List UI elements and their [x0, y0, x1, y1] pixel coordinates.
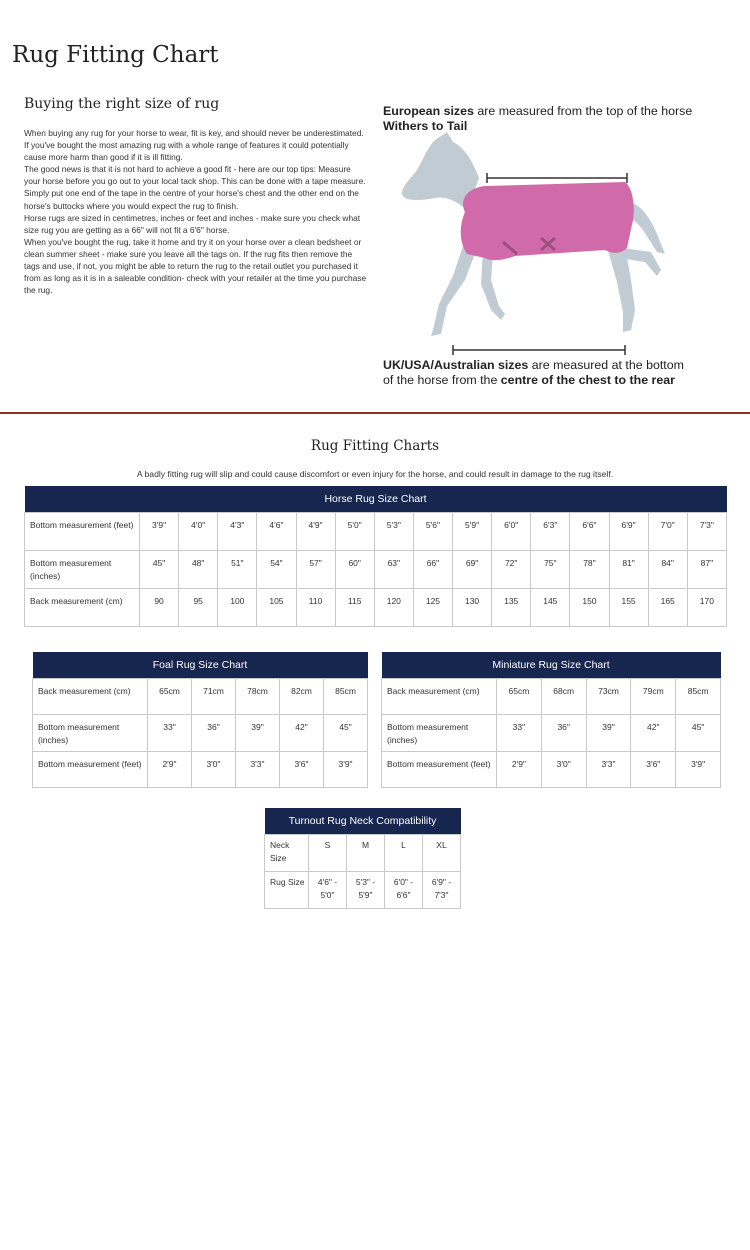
table-title: Foal Rug Size Chart	[33, 652, 368, 679]
table-cell: 42"	[631, 715, 676, 752]
table-cell: 51"	[218, 551, 257, 589]
table-cell: 71cm	[192, 679, 236, 715]
uk-rest: are measured at the bottom	[528, 358, 684, 372]
table-cell: 105	[257, 589, 296, 627]
horse-rug-size-table	[24, 486, 727, 627]
table-row	[25, 513, 727, 551]
row-label: Bottom measurement (inches)	[33, 715, 148, 752]
table-cell: M	[347, 835, 385, 872]
table-cell: 78"	[570, 551, 609, 589]
table-cell: 150	[570, 589, 609, 627]
intro-paragraph: When you've bought the rug, take it home and try it on your horse over a clean bedsheet or clean summer sheet - make sure you leave all the tags on. If the rug fits then remove the tags and use, if not, you might be able to return the rug to the retail outlet you purchased it from as long as it is in a saleable condition- check with your retailer at the time you purchase the rug.	[24, 236, 367, 296]
table-cell: 3'6"	[280, 752, 324, 788]
table-title: Horse Rug Size Chart	[25, 486, 727, 513]
eu-rest: are measured from the top of the horse	[473, 104, 693, 118]
table-cell: 100	[218, 589, 257, 627]
intro-paragraph: Horse rugs are sized in centimetres, inches or feet and inches - make sure you check what size rug you are getting as a 66" will not fit a 6'6" horse.	[24, 212, 361, 235]
table-cell: 87"	[687, 551, 726, 589]
table-cell: 33"	[148, 715, 192, 752]
table-cell: 48"	[179, 551, 218, 589]
table-cell: L	[385, 835, 423, 872]
table-cell: 78cm	[236, 679, 280, 715]
table-cell: 3'9"	[324, 752, 368, 788]
table-cell: 4'0"	[179, 513, 218, 551]
table-cell: 65cm	[148, 679, 192, 715]
table-cell: 135	[492, 589, 531, 627]
table-row	[33, 679, 368, 715]
table-cell: XL	[423, 835, 461, 872]
table-cell: 6'0"	[492, 513, 531, 551]
table-cell: 3'6"	[631, 752, 676, 788]
table-cell: 3'3"	[586, 752, 631, 788]
table-cell: 36"	[541, 715, 586, 752]
table-cell: 5'3"	[374, 513, 413, 551]
table-cell: 90	[140, 589, 179, 627]
table-cell: S	[309, 835, 347, 872]
table-cell: 45"	[324, 715, 368, 752]
table-row	[265, 835, 461, 872]
table-cell: 82cm	[280, 679, 324, 715]
foal-rug-size-table	[32, 652, 368, 788]
table-cell: 5'9"	[453, 513, 492, 551]
table-cell: 5'0"	[335, 513, 374, 551]
row-label: Rug Size	[265, 872, 309, 909]
table-cell: 6'9" - 7'3"	[423, 872, 461, 909]
eu-line2: Withers to Tail	[383, 119, 468, 133]
intro-paragraph: The good news is that it is not hard to achieve a good fit - here are our top tips: Measure your horse before you go out to your local tack shop. This can be done with a tape measure. Simply put one end of the tape in the centre of your horse's chest and the other end on the horse's buttocks where you would expect the rug to finish.	[24, 164, 366, 211]
uk-line2-bold: centre of the chest to the rear	[500, 373, 675, 387]
table-row	[382, 715, 721, 752]
table-cell: 57"	[296, 551, 335, 589]
table-cell: 5'3" - 5'9"	[347, 872, 385, 909]
eu-bold: European sizes	[383, 104, 474, 118]
table-cell: 155	[609, 589, 648, 627]
charts-title: Rug Fitting Charts	[310, 438, 440, 454]
intro-heading: Buying the right size of rug	[24, 96, 220, 112]
table-cell: 68cm	[541, 679, 586, 715]
table-cell: 85cm	[324, 679, 368, 715]
table-cell: 110	[296, 589, 335, 627]
table-cell: 63"	[374, 551, 413, 589]
uk-line2-pre: of the horse from the	[383, 373, 501, 387]
table-row	[33, 715, 368, 752]
table-cell: 69"	[453, 551, 492, 589]
row-label: Bottom measurement (feet)	[25, 513, 140, 551]
table-cell: 73cm	[586, 679, 631, 715]
table-cell: 170	[687, 589, 726, 627]
table-title: Miniature Rug Size Chart	[382, 652, 721, 679]
table-cell: 95	[179, 589, 218, 627]
table-cell: 54"	[257, 551, 296, 589]
row-label: Bottom measurement (feet)	[382, 752, 497, 788]
table-cell: 115	[335, 589, 374, 627]
table-cell: 84"	[648, 551, 687, 589]
table-cell: 4'9"	[296, 513, 335, 551]
table-cell: 7'3"	[687, 513, 726, 551]
table-cell: 66"	[413, 551, 452, 589]
table-row	[25, 551, 727, 589]
rug-shape	[461, 182, 634, 260]
neck-compatibility-table	[264, 808, 461, 909]
page-title: Rug Fitting Chart	[12, 42, 219, 68]
table-title: Turnout Rug Neck Compatibility	[265, 808, 461, 835]
row-label: Bottom measurement (inches)	[25, 551, 140, 589]
table-cell: 3'0"	[192, 752, 236, 788]
charts-note: A badly fitting rug will slip and could cause discomfort or even injury for the horse, and could result in damage to the rug itself.	[136, 469, 614, 479]
table-cell: 6'6"	[570, 513, 609, 551]
section-divider	[0, 412, 750, 414]
table-cell: 125	[413, 589, 452, 627]
row-label: Back measurement (cm)	[382, 679, 497, 715]
table-cell: 6'0" - 6'6"	[385, 872, 423, 909]
horse-rug-diagram	[395, 130, 695, 360]
table-cell: 4'6"	[257, 513, 296, 551]
table-cell: 85cm	[676, 679, 721, 715]
table-cell: 2'9"	[148, 752, 192, 788]
table-cell: 7'0"	[648, 513, 687, 551]
withers-to-tail-line	[487, 173, 627, 183]
table-cell: 45"	[140, 551, 179, 589]
uk-sizes-caption	[383, 358, 743, 388]
table-row	[382, 752, 721, 788]
row-label: Bottom measurement (feet)	[33, 752, 148, 788]
table-cell: 79cm	[631, 679, 676, 715]
table-cell: 3'3"	[236, 752, 280, 788]
intro-text	[24, 127, 369, 296]
table-cell: 130	[453, 589, 492, 627]
table-cell: 6'3"	[531, 513, 570, 551]
table-cell: 39"	[236, 715, 280, 752]
table-cell: 3'9"	[140, 513, 179, 551]
table-cell: 4'6" - 5'0"	[309, 872, 347, 909]
table-row	[382, 679, 721, 715]
table-cell: 60"	[335, 551, 374, 589]
table-row	[25, 589, 727, 627]
row-label: Back measurement (cm)	[33, 679, 148, 715]
table-cell: 65cm	[497, 679, 542, 715]
uk-bold: UK/USA/Australian sizes	[383, 358, 529, 372]
table-cell: 36"	[192, 715, 236, 752]
table-row	[33, 752, 368, 788]
table-cell: 75"	[531, 551, 570, 589]
table-cell: 6'9"	[609, 513, 648, 551]
table-cell: 145	[531, 589, 570, 627]
table-cell: 45"	[676, 715, 721, 752]
intro-paragraph: When buying any rug for your horse to wear, fit is key, and should never be underestimated. If you've bought the most amazing rug with a whole range of features it could potentially cause more harm than good if it is ill fitting.	[24, 128, 364, 163]
row-label: Bottom measurement (inches)	[382, 715, 497, 752]
row-label: Back measurement (cm)	[25, 589, 140, 627]
table-cell: 81"	[609, 551, 648, 589]
row-label: Neck Size	[265, 835, 309, 872]
table-cell: 33"	[497, 715, 542, 752]
table-cell: 42"	[280, 715, 324, 752]
chest-to-rear-line	[453, 345, 625, 355]
table-cell: 3'0"	[541, 752, 586, 788]
table-row	[265, 872, 461, 909]
table-cell: 5'6"	[413, 513, 452, 551]
table-cell: 165	[648, 589, 687, 627]
table-cell: 120	[374, 589, 413, 627]
table-cell: 72"	[492, 551, 531, 589]
table-cell: 39"	[586, 715, 631, 752]
table-cell: 4'3"	[218, 513, 257, 551]
miniature-rug-size-table	[381, 652, 721, 788]
table-cell: 3'9"	[676, 752, 721, 788]
table-cell: 2'9"	[497, 752, 542, 788]
